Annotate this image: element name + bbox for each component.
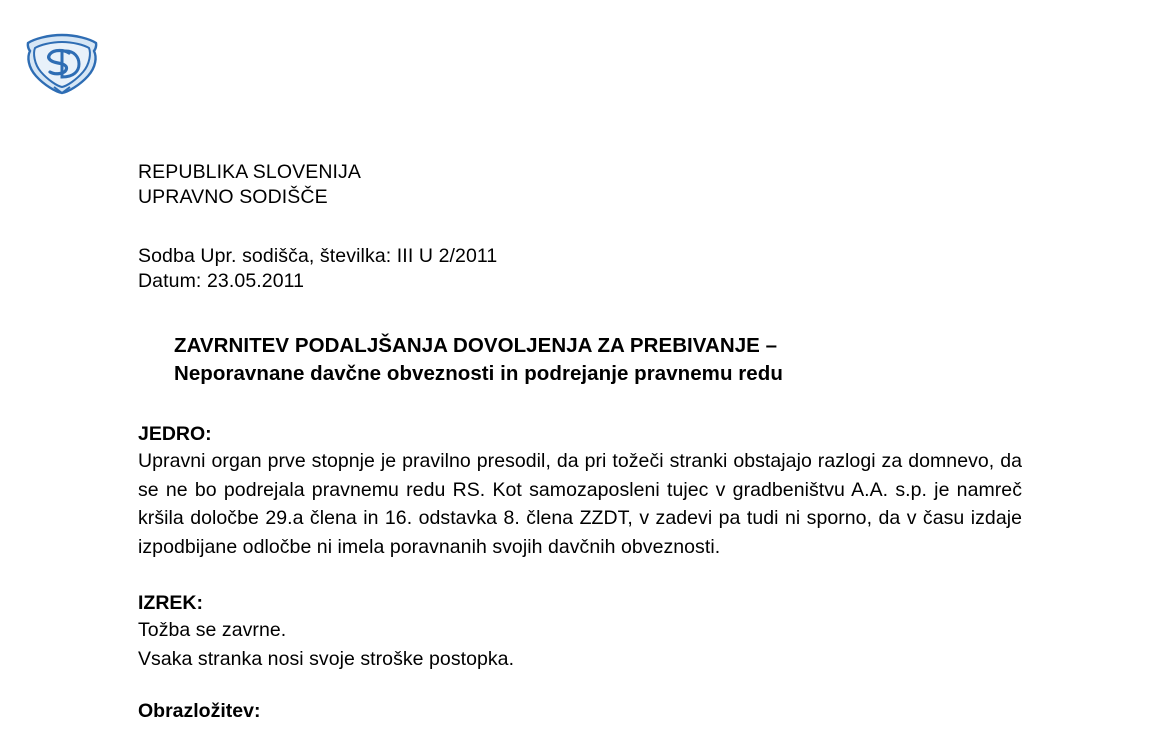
section-jedro-heading: JEDRO: <box>138 423 212 445</box>
page-title-line-1: ZAVRNITEV PODALJŠANJA DOVOLJENJA ZA PREBIVANJE – <box>174 334 778 357</box>
section-izrek-line-1: Tožba se zavrne. <box>138 619 287 641</box>
document-header <box>138 160 1022 210</box>
document-title <box>174 332 1022 388</box>
header-line-sodisce: UPRAVNO SODIŠČE <box>138 186 328 208</box>
case-number: Sodba Upr. sodišča, številka: III U 2/2011 <box>138 245 498 267</box>
page-title-line-2: Neporavnane davčne obveznosti in podrejanje pravnemu redu <box>174 362 783 385</box>
section-obrazlozitev <box>138 699 1022 724</box>
document-meta <box>138 244 1022 294</box>
section-jedro <box>138 422 1022 561</box>
header-line-republika: REPUBLIKA SLOVENIJA <box>138 161 361 183</box>
section-obrazlozitev-heading: Obrazložitev: <box>138 700 261 722</box>
upravno-sodisce-logo <box>22 33 102 95</box>
section-izrek <box>138 591 1022 673</box>
section-izrek-heading: IZREK: <box>138 592 203 614</box>
document-body <box>138 160 1022 724</box>
section-jedro-body: Upravni organ prve stopnje je pravilno presodil, da pri tožeči stranki obstajajo razlogi za domnevo, da se ne bo podrejala pravnemu redu RS. Kot samozaposleni tujec v gradbeništvu A.A. s.p. je namreč kršila določbe 29.a člena in 16. odstavka 8. člena ZZDT, v zadevi pa tudi ni sporno, da v času izdaje izpodbijane odločbe ni imela poravnanih svojih davčnih obveznosti. <box>138 450 1022 558</box>
case-date: Datum: 23.05.2011 <box>138 270 305 292</box>
section-izrek-line-2: Vsaka stranka nosi svoje stroške postopka. <box>138 647 515 670</box>
